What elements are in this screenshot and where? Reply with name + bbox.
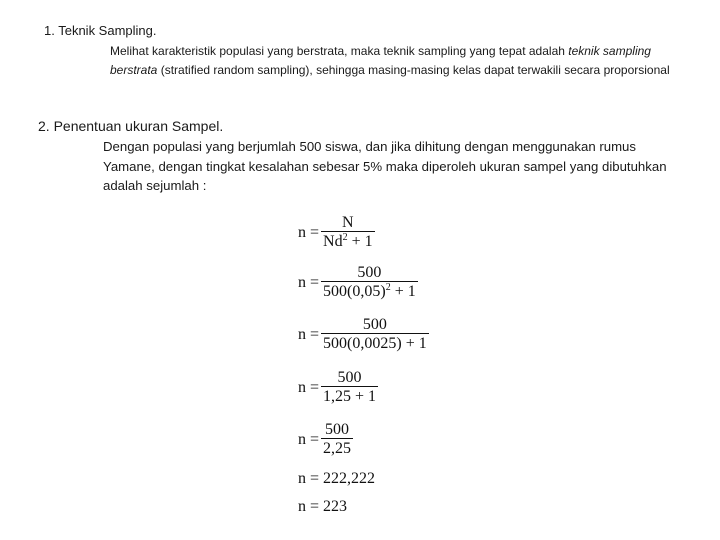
denominator: 1,25 + 1 <box>323 388 377 405</box>
fraction <box>321 369 378 406</box>
den-exponent: 2 <box>342 232 348 243</box>
numerator: 500 <box>325 421 350 438</box>
formula-lhs: n = <box>298 430 320 448</box>
section1-text-b: (stratified random sampling), sehingga masing-masing kelas dapat terwakili secara proporsional <box>157 63 670 77</box>
numerator: N <box>342 214 354 231</box>
formula-lhs: n = <box>298 325 320 343</box>
formula-lhs: n = <box>298 273 320 291</box>
section1-text-italic: teknik sampling berstrata <box>110 44 651 77</box>
den-tail: + 1 <box>347 233 373 250</box>
denominator: 500(0,0025) + 1 <box>323 335 427 352</box>
formula-step-5 <box>298 421 353 458</box>
fraction <box>321 421 353 458</box>
section1-text-a: Melihat karakteristik populasi yang berstrata, maka teknik sampling yang tepat adalah <box>110 44 569 58</box>
section1-paragraph <box>110 42 670 80</box>
yamane-formula <box>298 210 598 530</box>
fraction <box>321 264 418 301</box>
formula-step-7 <box>298 498 347 516</box>
numerator: 500 <box>362 316 387 333</box>
numerator: 500 <box>357 264 382 281</box>
formula-step-4 <box>298 369 378 406</box>
denominator: 2,25 <box>323 440 352 457</box>
den-base: 500(0,05) <box>323 283 386 300</box>
formula-step-1 <box>298 214 375 251</box>
section1-title: 1. Teknik Sampling. <box>44 23 157 38</box>
den-exponent: 2 <box>385 282 391 293</box>
den-tail: + 1 <box>390 283 416 300</box>
formula-lhs: n = <box>298 223 320 241</box>
fraction <box>321 316 429 353</box>
section2-title: 2. Penentuan ukuran Sampel. <box>38 118 224 134</box>
formula-result-raw: n = 222,222 <box>298 470 376 487</box>
formula-step-2 <box>298 264 418 301</box>
formula-step-6 <box>298 470 375 488</box>
formula-lhs: n = <box>298 378 320 396</box>
fraction <box>321 214 375 251</box>
denominator <box>321 281 418 301</box>
section2-paragraph: Dengan populasi yang berjumlah 500 siswa, dan jika dihitung dengan menggunakan rumus Yamane, dengan tingkat kesalahan sebesar 5% maka diperoleh ukuran sampel yang dibutuhkan adalah sejumlah : <box>103 139 667 193</box>
formula-result-final: n = 223 <box>298 498 348 515</box>
den-base: Nd <box>323 233 343 250</box>
formula-step-3 <box>298 316 429 353</box>
numerator: 500 <box>337 369 362 386</box>
denominator <box>321 231 375 251</box>
